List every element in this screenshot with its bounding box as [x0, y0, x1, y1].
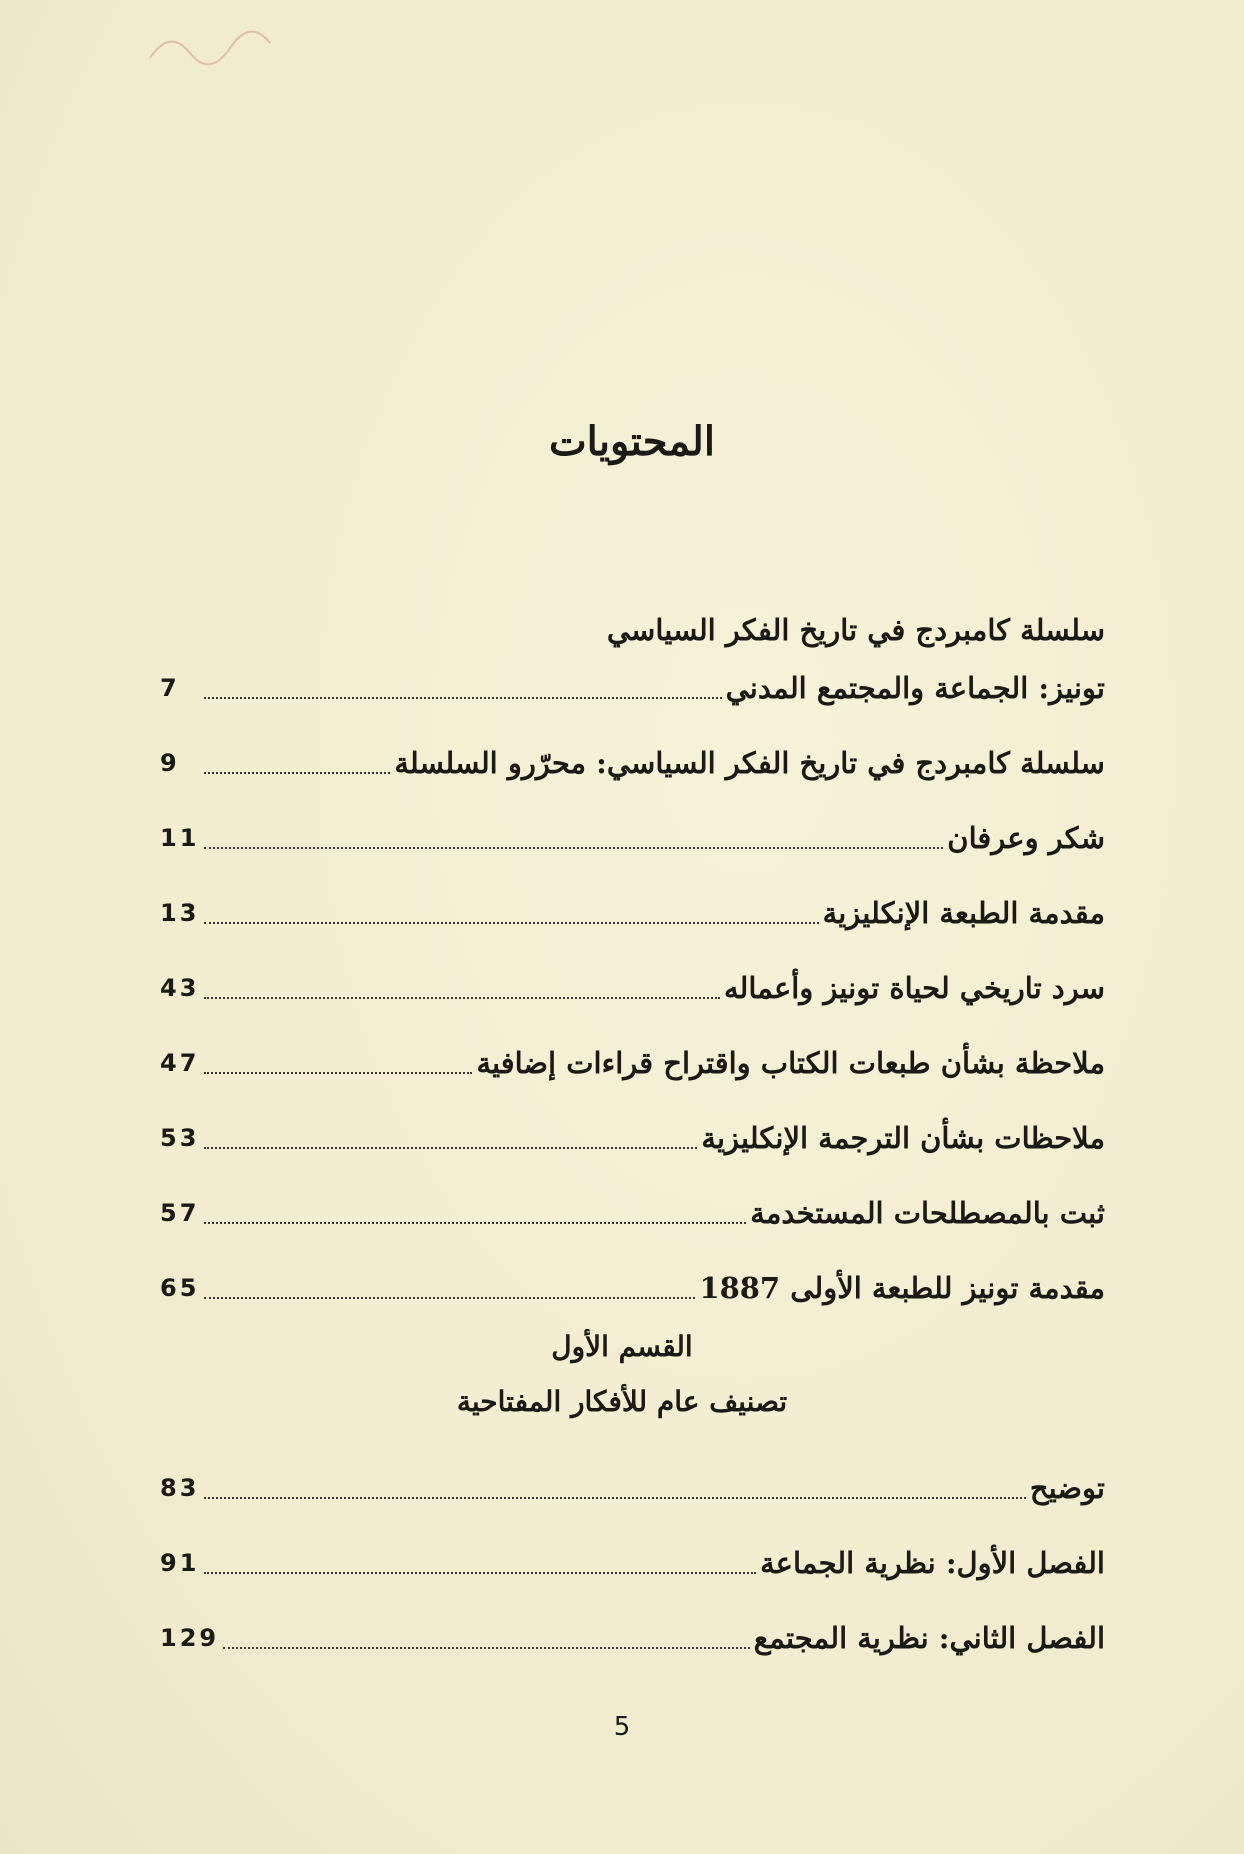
dot-leader: [204, 1497, 1026, 1499]
toc-entry-title: سلسلة كامبردج في تاريخ الفكر السياسي: محرّرو السلسلة: [394, 746, 1105, 780]
toc-entry-title: ملاحظة بشأن طبعات الكتاب واقتراح قراءات إضافية: [476, 1046, 1105, 1080]
toc-entry-series[interactable]: [160, 660, 1105, 710]
toc-page-number: 11: [160, 824, 200, 852]
toc-entry[interactable]: [160, 1110, 1105, 1160]
toc-entry-title: الفصل الثاني: نظرية المجتمع: [753, 1621, 1105, 1655]
toc-entry[interactable]: [160, 960, 1105, 1010]
toc-entry-title: شكر وعرفان: [947, 821, 1105, 855]
toc-entry-title: مقدمة الطبعة الإنكليزية: [822, 896, 1105, 930]
dot-leader: [204, 772, 390, 774]
toc-page-number: 53: [160, 1124, 200, 1152]
dot-leader: [204, 1222, 746, 1224]
dot-leader: [204, 1297, 695, 1299]
contents-heading: المحتويات: [549, 418, 715, 465]
toc-entry-title: توضيح: [1029, 1471, 1105, 1505]
toc-entry[interactable]: [160, 1535, 1105, 1585]
dot-leader: [204, 1572, 756, 1574]
dot-leader: [204, 1072, 472, 1074]
toc-entry-title: ملاحظات بشأن الترجمة الإنكليزية: [701, 1121, 1105, 1155]
toc-page-number: 13: [160, 899, 200, 927]
page-number-footer: 5: [613, 1712, 631, 1742]
toc-entry[interactable]: [160, 735, 1105, 785]
toc-page-number: 129: [160, 1624, 220, 1652]
toc-entry[interactable]: [160, 1460, 1105, 1510]
dot-leader: [204, 1147, 697, 1149]
toc-entry[interactable]: [160, 1610, 1105, 1660]
toc-entry-title: مقدمة تونيز للطبعة الأولى 1887: [699, 1271, 1105, 1305]
toc-entry[interactable]: [160, 885, 1105, 935]
toc-page-number: 47: [160, 1049, 200, 1077]
toc-page-number: 43: [160, 974, 200, 1002]
toc-entry-title: تونيز: الجماعة والمجتمع المدني: [725, 671, 1105, 705]
dot-leader: [204, 697, 722, 699]
dot-leader: [223, 1647, 750, 1649]
dot-leader: [204, 997, 720, 999]
toc-page-number: 7: [160, 674, 180, 702]
part-label: القسم الأول: [551, 1330, 693, 1363]
toc-page-number: 91: [160, 1549, 200, 1577]
dot-leader: [204, 847, 943, 849]
toc-entry[interactable]: [160, 1035, 1105, 1085]
series-title-line1: سلسلة كامبردج في تاريخ الفكر السياسي: [606, 613, 1105, 647]
part-title: تصنيف عام للأفكار المفتاحية: [456, 1385, 788, 1418]
toc-entry-title: الفصل الأول: نظرية الجماعة: [760, 1546, 1105, 1580]
dot-leader: [204, 922, 819, 924]
toc-entry[interactable]: [160, 1185, 1105, 1235]
toc-entry[interactable]: [160, 810, 1105, 860]
toc-page-number: 57: [160, 1199, 200, 1227]
toc-entry-title: سرد تاريخي لحياة تونيز وأعماله: [723, 971, 1105, 1005]
toc-entry-title: ثبت بالمصطلحات المستخدمة: [750, 1196, 1105, 1230]
toc-page-number: 65: [160, 1274, 200, 1302]
toc-entry[interactable]: [160, 1260, 1105, 1310]
faded-stamp-mark: [140, 18, 290, 78]
toc-page-number: 83: [160, 1474, 200, 1502]
toc-page-number: 9: [160, 749, 180, 777]
